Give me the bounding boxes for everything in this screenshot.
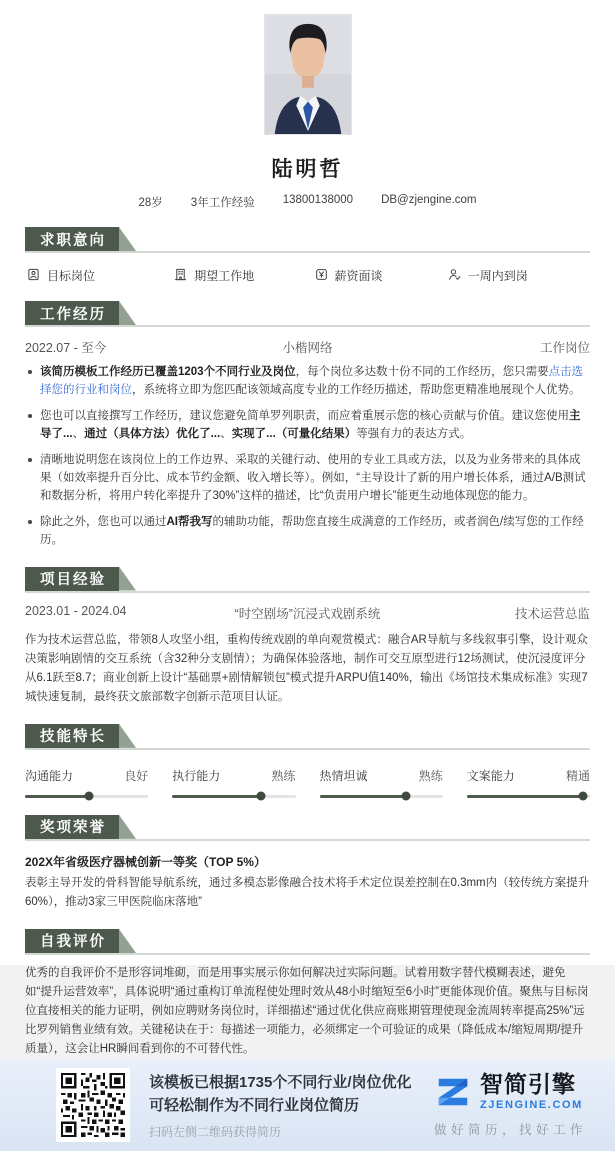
- profile-photo-illustration: [265, 15, 351, 134]
- section-title-tail: [119, 724, 136, 748]
- section-title: 求职意向: [25, 227, 119, 251]
- skill-slider-knob: [401, 792, 410, 801]
- skill-labels: [320, 767, 443, 784]
- project-description: 作为技术运营总监，带领8人攻坚小组，重构传统戏剧的单向观赏模式：融合AR导航与多线叙事引擎，设计观众决策影响剧情的交互系统（含32种分支剧情）；为确保体验落地，制作可交互原型进行12场测试，使沉浸度评分从6.1跃至8.7；商业创新上设计“基础票+剧情解锁包”模式提升ARPU值140%，输出《场馆技术集成标准》实现7城快速复制，最终获文旅部数字创新示范项目认证。: [25, 633, 588, 703]
- work-bullets: [25, 363, 590, 550]
- bullet-text: 该简历模板工作经历已覆盖1203个不同行业及岗位: [40, 366, 296, 378]
- contact-meta: [25, 194, 590, 210]
- self-evaluation-text: 优秀的自我评价不是形容词堆砌，而是用事实展示你如何解决过实际问题。试着用数字替代模糊表述，避免如“提升运营效率”，具体说明“通过重构订单流程使处理时效从48小时缩短至6小时”更能体现价值。聚焦与目标岗位直接相关的能力证明，例如应聘财务岗位时，详细描述“通过优化供应商账期管理使现金流周转率提高25%”远比罗列销售业绩有效。关键秘诀在于：每描述一项能力，必须绑定一个可验证的成果（降低成本/缩短周期/提升质量），这会让HR瞬间看到你的不可替代性。: [25, 966, 589, 1056]
- skill-name: 沟通能力: [25, 768, 74, 783]
- skill-labels: [25, 767, 148, 784]
- work-bullet: [25, 451, 590, 506]
- skill-level: 熟练: [418, 768, 443, 783]
- section-title-tail: [119, 929, 136, 953]
- project-role: 技术运营总监: [515, 606, 591, 621]
- work-role: 工作岗位: [540, 341, 591, 355]
- section-title-tail: [119, 815, 136, 839]
- project-date: 2023.01 - 2024.04: [25, 603, 127, 618]
- skill-slider-knob: [578, 792, 587, 801]
- skill-name: 文案能力: [466, 768, 515, 783]
- skill-slider: [467, 795, 590, 798]
- promo-footer: [0, 1059, 615, 1151]
- skill-item: [467, 767, 590, 798]
- work-bullet: [25, 363, 590, 400]
- bullet-text: ，每个岗位多达数十份不同的工作经历，您只需要: [295, 366, 549, 378]
- skill-slider: [320, 795, 443, 798]
- building-icon: [174, 268, 187, 284]
- skill-slider: [25, 795, 148, 798]
- section-header: [25, 929, 590, 955]
- skill-level: 精通: [565, 768, 590, 783]
- brand-slogan: 做好简历，找好工作: [433, 1122, 587, 1137]
- bullet-text: 通过（具体方法）优化了...: [84, 428, 221, 441]
- project-name: “时空剧场”沉浸式戏剧系统: [234, 606, 381, 621]
- skills-list: [25, 767, 590, 798]
- section-title: 工作经历: [25, 301, 119, 325]
- skill-slider: [172, 795, 295, 798]
- qr-code: [56, 1068, 130, 1142]
- bullet-text: 、: [220, 428, 232, 441]
- contact-meta-item: 3年工作经验: [190, 197, 255, 209]
- skill-slider-fill: [467, 795, 583, 798]
- footer-scan-hint: 扫码左侧二维码获得简历: [149, 1124, 282, 1139]
- profile-photo: [264, 14, 352, 135]
- skill-item: [25, 767, 148, 798]
- footer-text-block: [149, 1071, 412, 1140]
- award-description: 表彰主导开发的骨科智能导航系统，通过多模态影像融合技术将手术定位误差控制在0.3mm内（较传统方案提升60%），推动3家三甲医院临床落地”: [25, 876, 590, 908]
- skill-slider-fill: [25, 795, 89, 798]
- skill-name: 热情坦诚: [319, 768, 368, 783]
- footer-line2: 可轻松制作为不同行业岗位简历: [149, 1097, 360, 1115]
- bullet-text: 清晰地说明您在该岗位上的工作边界、采取的关键行动、使用的专业工具或方法，以及为业务带来的具体成果（如效率提升百分比、成本节约金额、收入增长等）。例如，“主导设计了新的用户增长体系，通过A/B测试和数据分析，将用户转化率提升了30%”这样的描述，比“负责用户增长”能更生动地体现您的能力。: [40, 453, 586, 503]
- skill-labels: [467, 767, 590, 784]
- contact-meta-item: 28岁: [138, 197, 163, 209]
- section-skills: [25, 724, 590, 798]
- award-title: 202X年省级医疗器械创新一等奖（TOP 5%）: [25, 854, 266, 869]
- bullet-text: 的辅助功能，帮助您直接生成满意的工作经历，或者润色/续写您的工作经历。: [40, 515, 584, 547]
- section-header: [25, 567, 590, 593]
- section-title: 奖项荣誉: [25, 815, 119, 839]
- section-awards: [25, 815, 590, 912]
- job-intent-item: [448, 267, 588, 284]
- bullet-text: AI帮我写: [166, 515, 213, 528]
- work-bullet: [25, 513, 590, 550]
- bullet-text: 等强有力的表达方式。: [356, 428, 472, 441]
- section-title-tail: [119, 227, 136, 251]
- zjengine-logo-icon: [434, 1073, 472, 1111]
- job-intent-item: [174, 267, 314, 284]
- badge-icon: [27, 268, 40, 284]
- candidate-name: 陆明哲: [271, 158, 344, 181]
- section-project: [25, 567, 590, 707]
- skill-name: 执行能力: [172, 768, 221, 783]
- section-header: [25, 301, 590, 327]
- section-header: [25, 815, 590, 841]
- select-industry-link[interactable]: 点击选择您的行业和岗位: [40, 366, 584, 397]
- bullet-text: 实现了...（可量化结果）: [231, 428, 357, 441]
- skill-item: [172, 767, 295, 798]
- job-intent-item: [27, 267, 174, 284]
- section-header: [25, 227, 590, 253]
- footer-line1: 该模板已根据1735个不同行业/岗位优化: [149, 1074, 412, 1092]
- brand-block: [433, 1070, 587, 1138]
- section-title: 项目经验: [25, 567, 119, 591]
- skill-slider-knob: [256, 792, 265, 801]
- job-intent-label: 目标岗位: [47, 269, 96, 283]
- section-title-tail: [119, 567, 136, 591]
- work-date: 2022.07 - 至今: [25, 341, 107, 355]
- bullet-text: 除此之外，您也可以通过: [40, 515, 167, 528]
- qr-code-image: [61, 1073, 125, 1137]
- skill-level: 良好: [124, 768, 149, 783]
- job-intent-item: [315, 267, 448, 284]
- section-job-intent: [25, 227, 590, 284]
- job-intent-items: [25, 267, 590, 284]
- skill-labels: [172, 767, 295, 784]
- resume-header: [25, 14, 590, 210]
- work-company: 小楷网络: [282, 341, 333, 355]
- section-self-evaluation: [25, 929, 590, 1059]
- skill-item: [320, 767, 443, 798]
- section-header: [25, 724, 590, 750]
- section-title-tail: [119, 301, 136, 325]
- job-intent-label: 期望工作地: [194, 269, 255, 283]
- skill-slider-knob: [85, 792, 94, 801]
- brand-domain: ZJENGINE.COM: [479, 1098, 583, 1111]
- bullet-text: 您也可以直接撰写工作经历，建议您避免简单罗列职责，而应着重展示您的核心贡献与价值。建议您使用: [40, 409, 569, 422]
- bullet-text: 、: [72, 428, 85, 441]
- skill-slider-fill: [172, 795, 261, 798]
- job-intent-label: 薪资面谈: [334, 269, 383, 283]
- skill-level: 熟练: [271, 768, 296, 783]
- project-meta: [25, 604, 590, 622]
- bullet-text: ，系统将立即为您匹配该领域高度专业的工作经历描述，帮助您更精准地展现个人优势。: [132, 384, 581, 397]
- job-intent-label: 一周内到岗: [467, 269, 528, 283]
- work-bullet: [25, 407, 590, 444]
- contact-meta-item: 13800138000: [282, 194, 354, 206]
- salary-icon: [315, 268, 328, 284]
- contact-meta-item: DB@zjengine.com: [381, 194, 477, 206]
- section-work: [25, 301, 590, 550]
- work-meta: [25, 338, 590, 356]
- section-title: 技能特长: [25, 724, 119, 748]
- person-check-icon: [448, 268, 461, 284]
- bullet-text: 主导了...: [40, 409, 581, 441]
- brand-name: 智简引擎: [479, 1070, 576, 1097]
- skill-slider-fill: [320, 795, 406, 798]
- section-title: 自我评价: [25, 929, 119, 953]
